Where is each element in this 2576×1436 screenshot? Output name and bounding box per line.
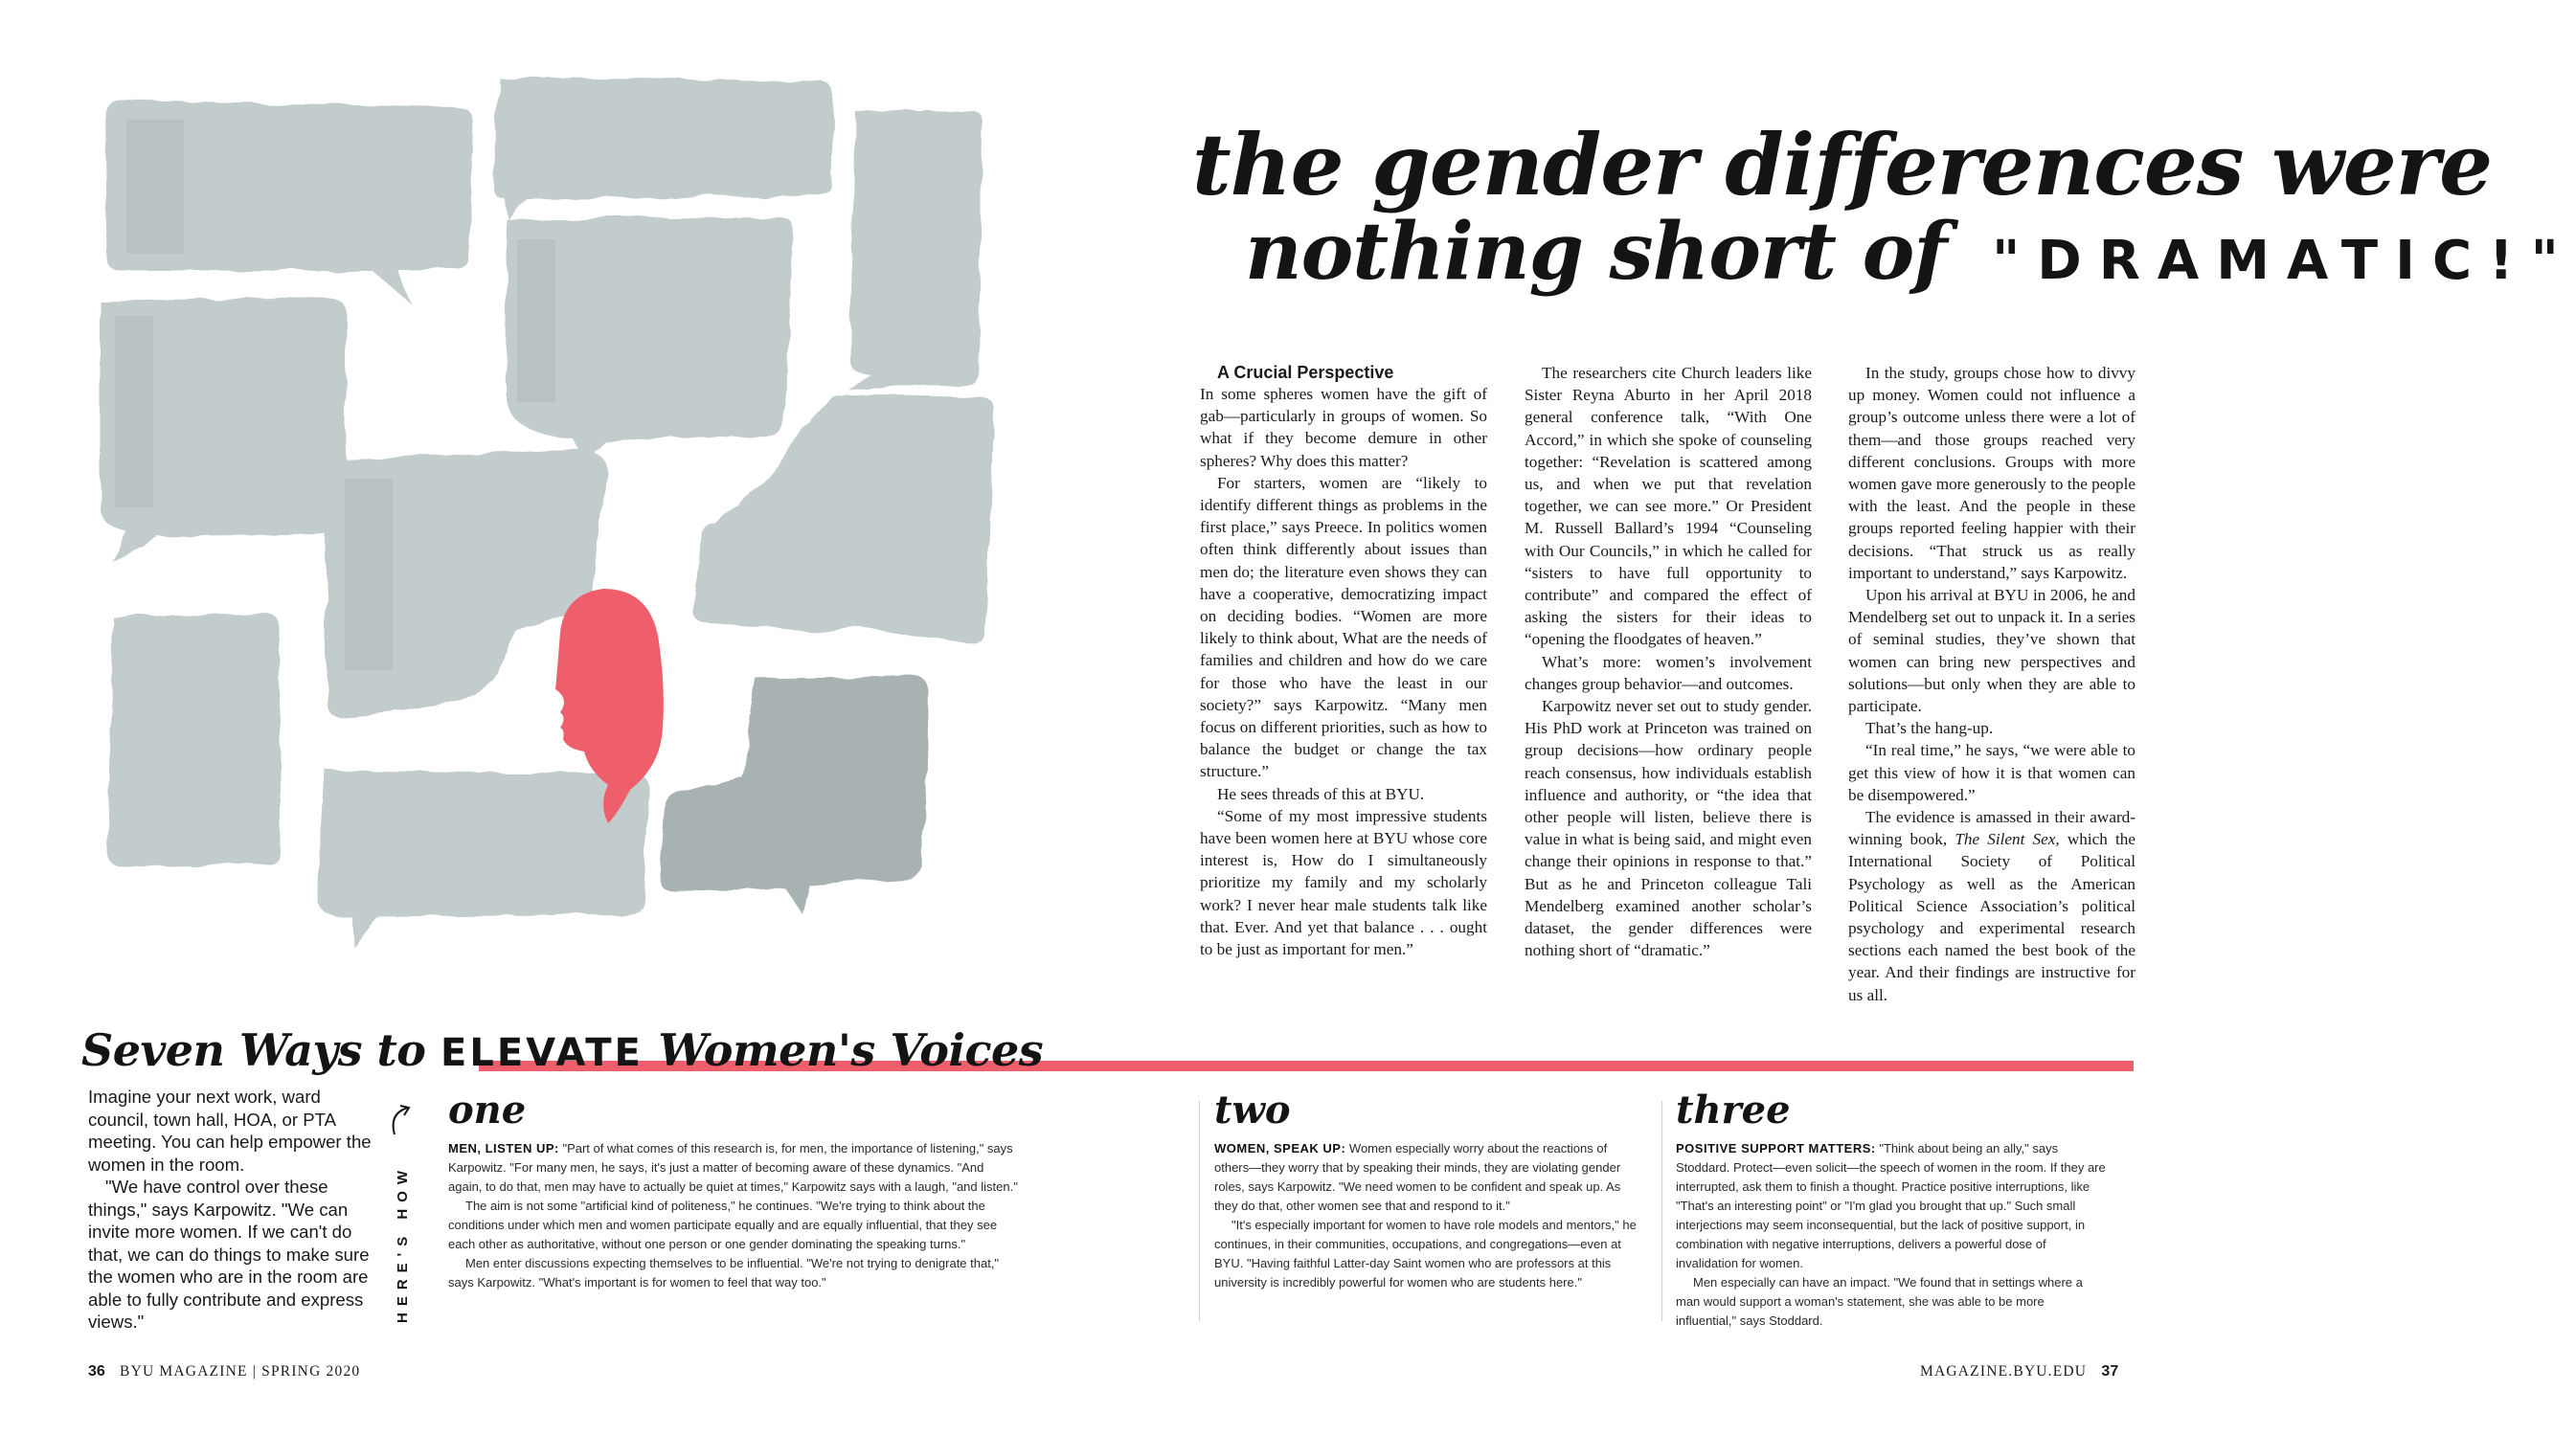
paragraph: He sees threads of this at BYU.	[1217, 784, 1425, 803]
speech-bubble-10	[318, 771, 649, 948]
paragraph: Karpowitz never set out to study gender. His PhD work at Princeton was trained on group decisions—how ordinary people reach consensus, how individuals establish influence and authority, or “the idea that other people will listen, believe there is value in what is being said, and might even change their opinions in response to that.” But as he and Princeton colleague Tali Mendelberg examined another scholar’s dataset, the gender differences were nothing short of “dramatic.”	[1525, 697, 1812, 960]
folio-text: MAGAZINE.BYU.EDU	[1920, 1363, 2088, 1380]
paragraph: In the study, groups chose how to divvy up money. Women could not influence a group’s outcome unless there were a lot of them—and those groups reached very different conclusions. Groups with more women gave more generously to the people with the least. And the people in these groups reported feeling happier with their decisions. “That struck us as really important to understand,” says Karpowitz.	[1848, 364, 2135, 582]
tip-heading: POSITIVE SUPPORT MATTERS:	[1676, 1141, 1876, 1156]
speech-bubble-9	[661, 675, 929, 914]
sidebar-title	[81, 1024, 1043, 1076]
tip-number: one	[448, 1088, 527, 1133]
tip-text: Women especially worry about the reactions of others—they worry that by speaking their minds, they are violating gender roles, says Karpowitz. "We need women to be confident and speak up. As they do that, other women see that and respond to it."	[1214, 1141, 1621, 1213]
tip-heading: MEN, LISTEN UP:	[448, 1141, 559, 1156]
footer-right	[1920, 1363, 2118, 1380]
article-column-2	[1525, 362, 1812, 961]
tip-heading: WOMEN, SPEAK UP:	[1214, 1141, 1346, 1156]
paragraph: The researchers cite Church leaders like Sister Reyna Aburto in her April 2018 general conference talk, “With One Accord,” in which she spoke of counseling together: “Revelation is scattered among us, and when we put that revelation together, we can see more.” Or President M. Russell Ballard’s 1994 “Counseling with Our Councils,” in which he called for “sisters to have full opportunity to contribute” and compared the effect of asking the sisters for their ideas to “opening the floodgates of heaven.”	[1525, 364, 1812, 649]
paragraph: "It's especially important for women to have role models and mentors," he continues, in their communities, occupations, and congregations—even at BYU. "Having faithful Latter-day Saint women who are professors at this university is incredibly powerful for women who are students here."	[1214, 1218, 1637, 1290]
sidebar-intro	[88, 1086, 385, 1334]
pull-quote-emphasis: "DRAMATIC!"	[1992, 230, 2576, 292]
heres-how-label: HERE'S HOW	[395, 1163, 411, 1323]
paragraph-text: which the International Society of Political Psychology as well as the American Political Science Association’s political psychology and experimental research sections each named the best book of the year. And their findings are instructive for us all.	[1848, 830, 2135, 1004]
section-heading: A Crucial Perspective	[1217, 363, 1394, 382]
tip-one	[448, 1088, 1019, 1292]
paragraph: What’s more: women’s involvement changes group behavior—and outcomes.	[1525, 652, 1812, 693]
sidebar-title-text: Women's Voices	[643, 1024, 1044, 1076]
paragraph: “Some of my most impressive students have been women here at BYU whose core interest is, How do I simultaneously prioritize my family and my scholarly work? I never hear male students talk like that. Ever. And yet that balance . . . ought to be just as important for men.”	[1200, 806, 1487, 959]
column-divider	[1661, 1101, 1662, 1321]
paragraph: The aim is not some "artificial kind of politeness," he continues. "We're trying to think about the conditions under which men and women participate equally and are equally influential, that they see each other as authoritative, without one person or one gender dominating the speaking turns."	[448, 1199, 998, 1251]
paragraph: For starters, women are “likely to identify different things as problems in the first place,” says Preece. In politics women often think differently about issues than men do; the literature even shows they can have a cooperative, democratizing impact on deciding bodies. “Women are more likely to think about, What are the needs of families and children and how do we care for those who have the least in our society?” says Karpowitz. “Many men focus on different priorities, such as how to balance the budget or change the tax structure.”	[1200, 473, 1487, 781]
paragraph	[1848, 806, 2135, 1006]
pull-quote-line-2	[1245, 206, 2576, 298]
paragraph: Men especially can have an impact. "We found that in settings where a man would support a woman's statement, she was able to be more influential," says Stoddard.	[1676, 1275, 2083, 1328]
tip-text: "Think about being an ally," says Stoddard. Protect—even solicit—the speech of women in the room. If they are interrupted, ask them to finish a thought. Practice positive interruptions, like "That's an interesting point" or "I'm glad you brought that up." Such small interjections may seem inconsequential, but the lack of positive support, in combination with negative interruptions, delivers a powerful dose of invalidation for women.	[1676, 1141, 2106, 1270]
paragraph: That’s the hang-up.	[1865, 719, 1994, 738]
paragraph: Upon his arrival at BYU in 2006, he and Mendelberg set out to unpack it. In a series of seminal studies, they’ve shown that women can bring new perspectives and solutions—but only when they are able to participate.	[1848, 586, 2135, 716]
paragraph	[448, 1139, 1019, 1197]
tip-number: two	[1214, 1088, 1291, 1133]
sidebar-title-emphasis: ELEVATE	[441, 1031, 644, 1075]
article-column-1	[1200, 362, 1487, 960]
paragraph: In some spheres women have the gift of gab—particularly in groups of women. So what if they become demure in other spheres? Why does this matter?	[1200, 385, 1487, 470]
pull-quote-text: nothing short of	[1245, 206, 1974, 298]
column-divider	[1199, 1101, 1200, 1321]
paragraph	[1676, 1139, 2107, 1273]
footer-left	[88, 1363, 360, 1380]
speech-bubble-3	[849, 110, 982, 391]
book-title: The Silent Sex,	[1955, 830, 2060, 849]
speech-bubbles-illustration	[67, 57, 1025, 976]
article-column-3	[1848, 362, 2135, 1006]
folio-text: BYU MAGAZINE | SPRING 2020	[120, 1363, 361, 1380]
tip-text: "Part of what comes of this research is, for men, the importance of listening," says Karpowitz. "For many men, he says, it's just a matter of becoming aware of these dynamics. "And again, to do that, men may have to actually be quiet at times," Karpowitz says with a laugh, "and listen."	[448, 1141, 1018, 1194]
paragraph-text: The evidence is amassed in their award-winning book,	[1848, 808, 2135, 849]
paragraph: "We have control over these things," says Karpowitz. "We can invite more women. If we can't do that, we can do things to make sure the women who are in the room are able to fully contribute and express views."	[88, 1177, 370, 1332]
tip-three	[1676, 1088, 2107, 1331]
paragraph	[1214, 1139, 1643, 1216]
pull-quote-line-1: the gender differences were	[1192, 115, 2493, 214]
page-number: 36	[88, 1363, 105, 1380]
paragraph: Men enter discussions expecting themselves to be influential. "We're not trying to denigrate that," says Karpowitz. "What's important is for women to feel that way too."	[448, 1256, 1000, 1290]
sidebar-title-text: Seven Ways to	[81, 1024, 441, 1076]
tip-number: three	[1676, 1088, 1791, 1133]
paragraph: Imagine your next work, ward council, town hall, HOA, or PTA meeting. You can help empower the women in the room.	[88, 1087, 372, 1175]
speech-bubble-8	[107, 613, 280, 866]
speech-bubble-2	[493, 77, 833, 220]
paragraph: “In real time,” he says, “we were able to get this view of how it is that women can be disempowered.”	[1848, 741, 2135, 804]
tip-two	[1214, 1088, 1643, 1292]
page-number: 37	[2101, 1363, 2119, 1380]
